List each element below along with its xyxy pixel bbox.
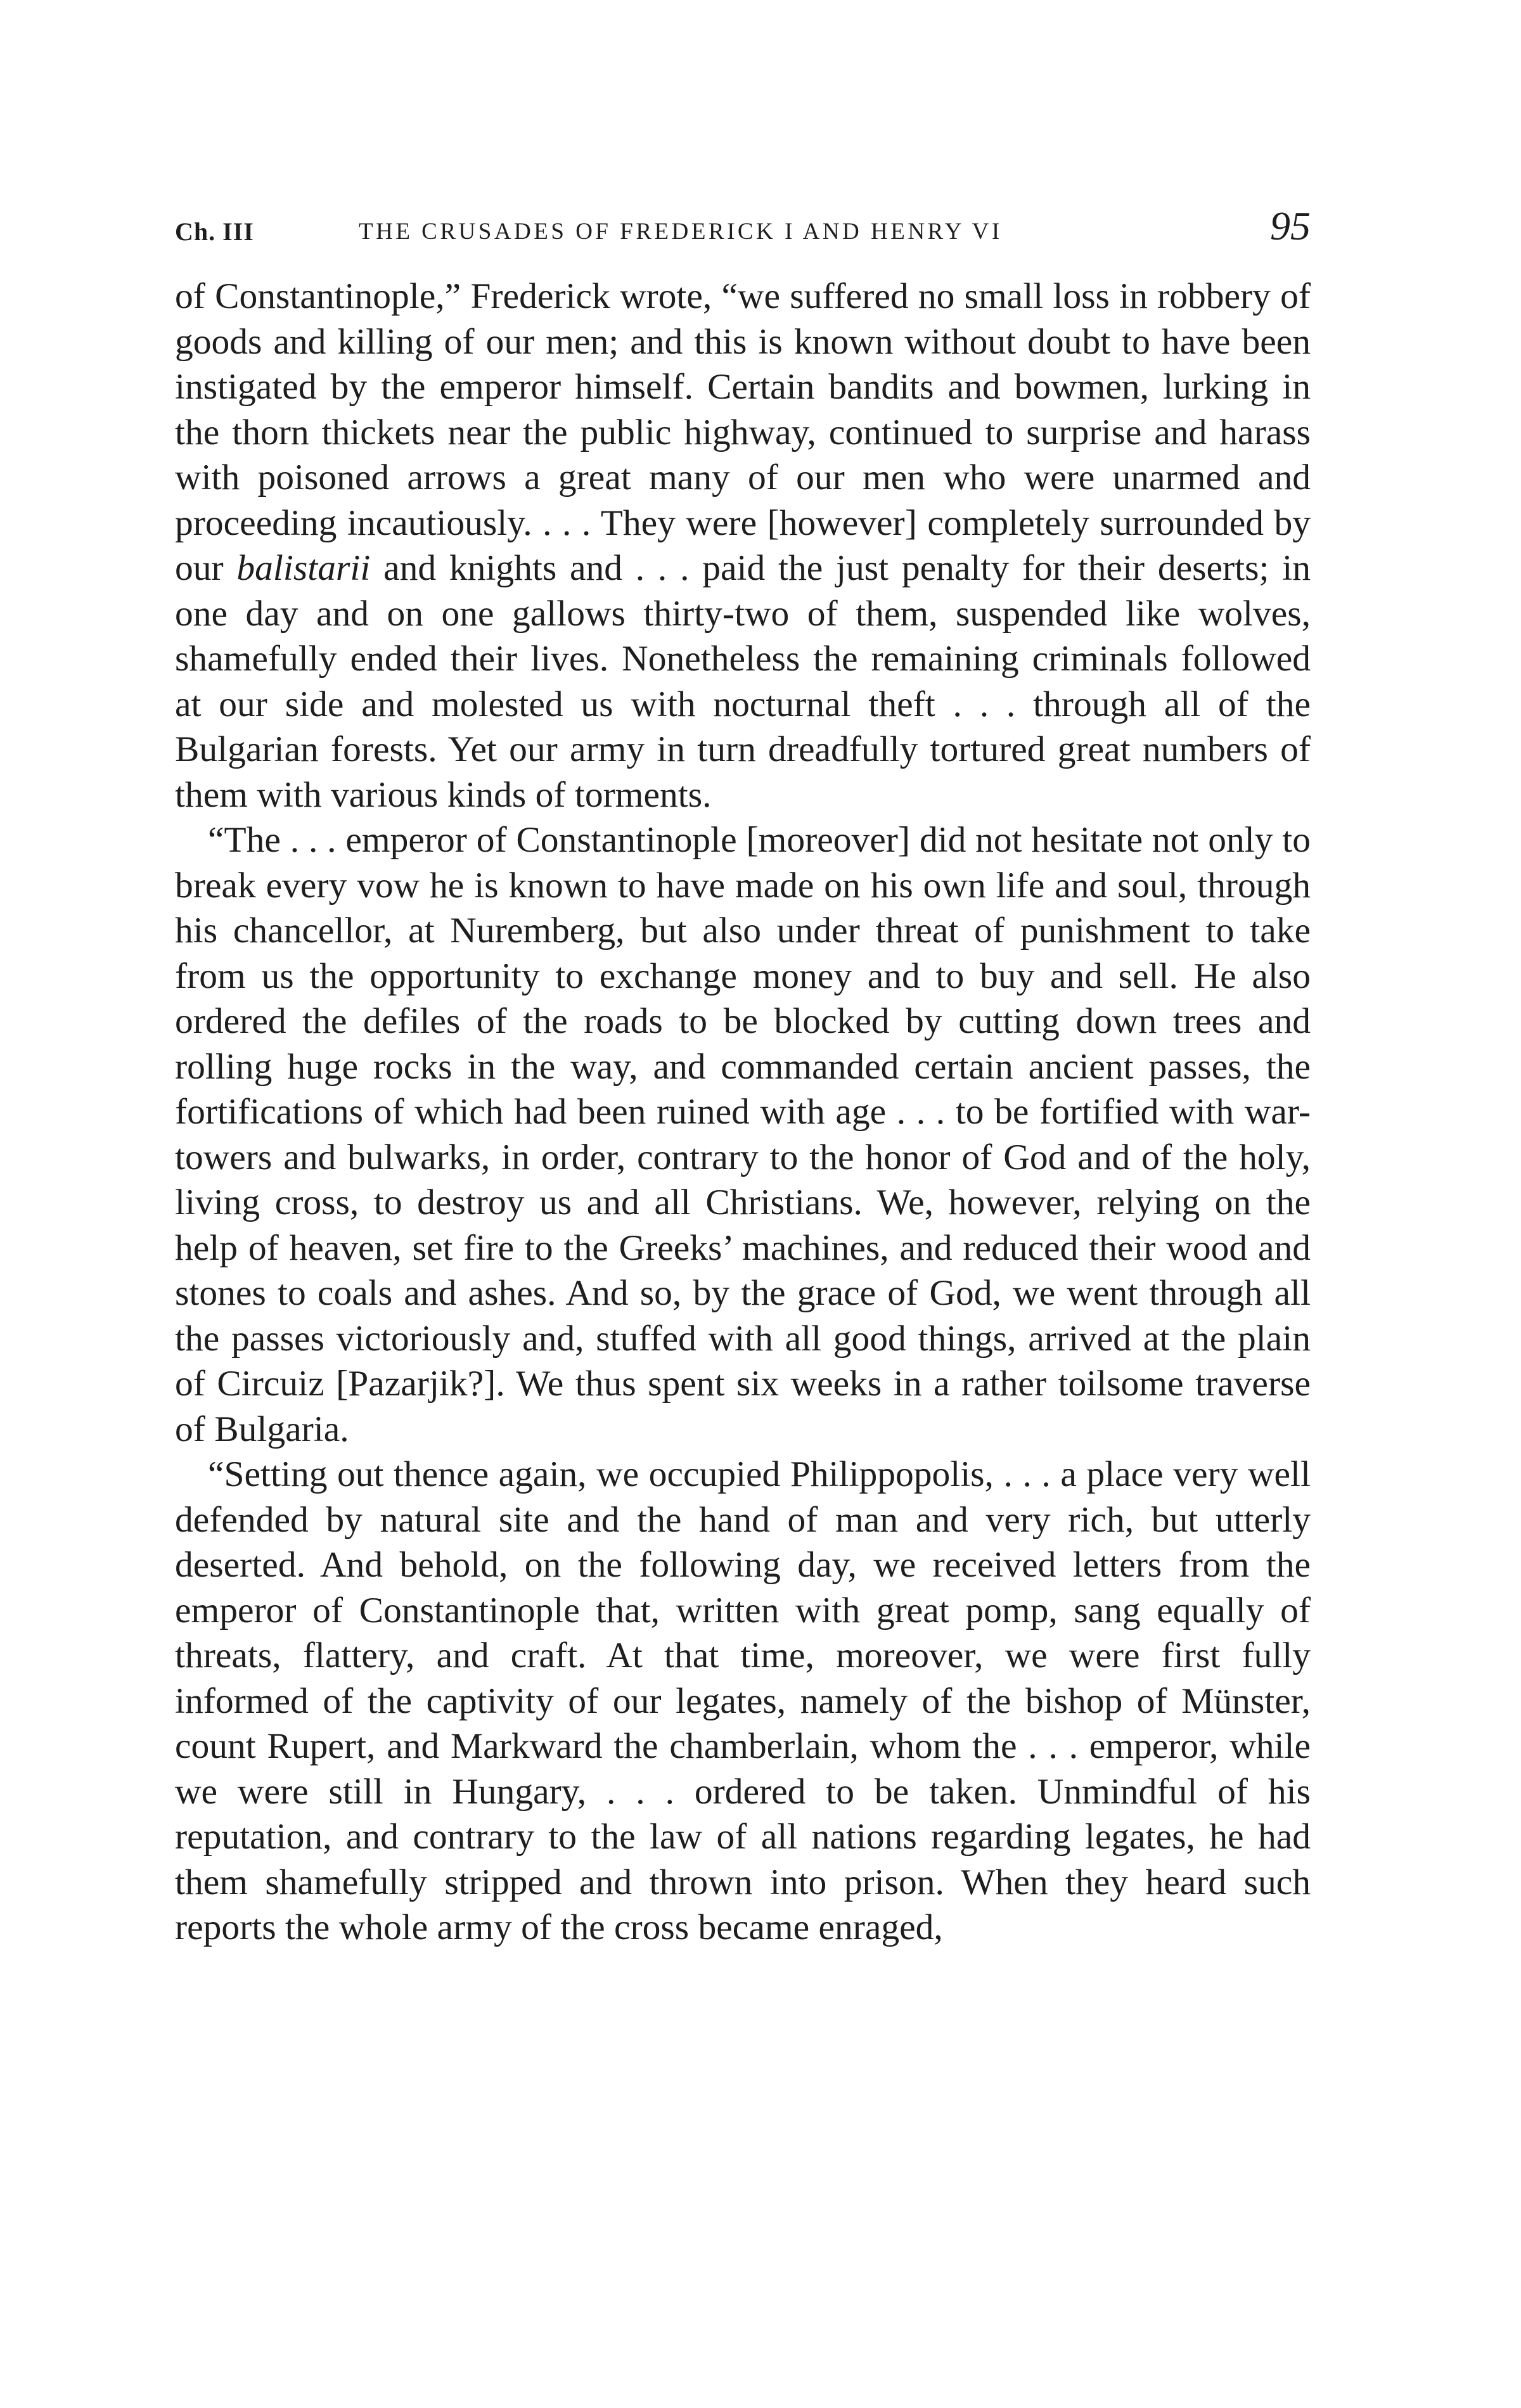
paragraph-2: “The . . . emperor of Constantinople [moreover] did not hesitate not only to break every vow he is known to have made on his own life and soul, through his chancellor, at Nuremberg, but also under threat of punishment to take from us the opportunity to exchange money and to buy and sell. He also ordered the defiles of the roads to be blocked by cutting down trees and rolling huge rocks in the way, and commanded certain ancient passes, the fortifications of which had been ruined with age . . . to be fortified with war-towers and bulwarks, in order, contrary to the honor of God and of the holy, living cross, to destroy us and all Christians. We, however, relying on the help of heaven, set fire to the Greeks’ machines, and reduced their wood and stones to coals and ashes. And so, by the grace of God, we went through all the passes victoriously and, stuffed with all good things, arrived at the plain of Circuiz [Pazarjik?]. We thus spent six weeks in a rather toilsome traverse of Bulgaria. (175, 820, 1311, 1449)
running-title: THE CRUSADES OF FREDERICK I AND HENRY VI (359, 219, 1003, 245)
italic-term-balistarii: balistarii (236, 548, 371, 588)
paragraph-1-part-a: of Constantinople,” Frederick wrote, “we suffered no small loss in robbery of goods and killing of our men; and this is known without doubt to have been instigated by the emperor himself. Certain bandits and bowmen, lurking in the thorn thickets near the public highway, continued to surprise and harass with poisoned arrows a great many of our men who were unarmed and proceeding incautiously. . . . They were [however] completely surrounded by our (175, 276, 1311, 588)
chapter-label: Ch. III (175, 217, 254, 246)
paragraph-1-part-b: and knights and . . . paid the just penalty for their deserts; in one day and on one gallows thirty-two of them, suspended like wolves, shamefully ended their lives. Nonetheless the remaining criminals followed at our side and molested us with nocturnal theft . . . through all of the Bulgarian forests. Yet our army in turn dreadfully tortured great numbers of them with various kinds of torments. (175, 548, 1311, 815)
paragraph-1 (175, 274, 1311, 817)
body-text (175, 274, 1311, 1950)
paragraph-3: “Setting out thence again, we occupied Philippopolis, . . . a place very well defended by natural site and the hand of man and very rich, but utterly deserted. And behold, on the following day, we received letters from the emperor of Constantinople that, written with great pomp, sang equally of threats, flattery, and craft. At that time, moreover, we were first fully informed of the captivity of our legates, namely of the bishop of Münster, count Rupert, and Markward the chamberlain, whom the . . . emperor, while we were still in Hungary, . . . ordered to be taken. Unmindful of his reputation, and contrary to the law of all nations regarding legates, he had them shamefully stripped and thrown into prison. When they heard such reports the whole army of the cross became enraged, (175, 1454, 1311, 1947)
page-number: 95 (1270, 203, 1311, 248)
running-head (175, 203, 1311, 260)
